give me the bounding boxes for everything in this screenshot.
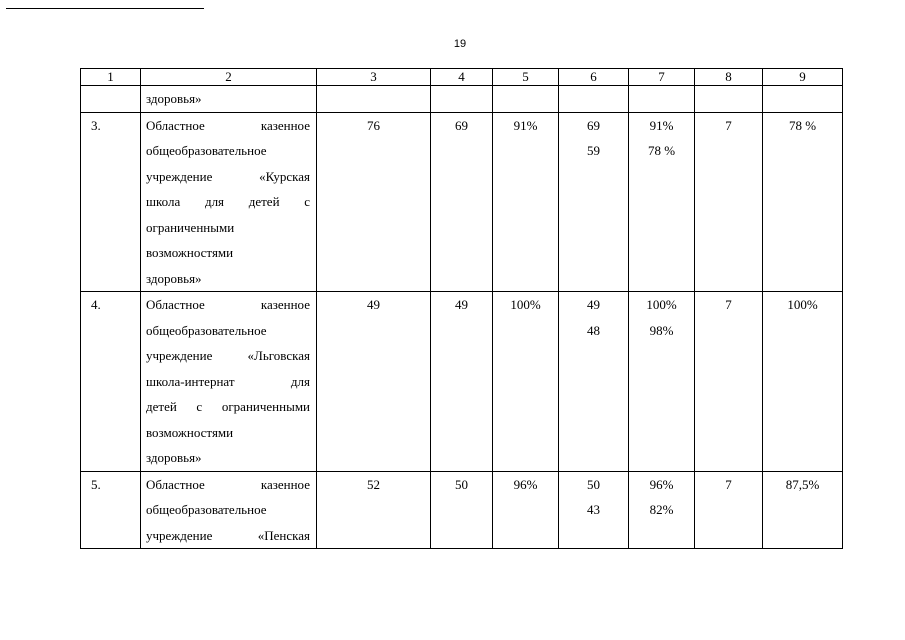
cell-value: 91% bbox=[649, 117, 674, 133]
cell-col-5: 91% bbox=[493, 112, 559, 292]
cell-col-3: 52 bbox=[317, 471, 431, 549]
name-line: общеобразовательное bbox=[146, 143, 267, 158]
column-number: 1 bbox=[81, 69, 141, 86]
cell-col-7 bbox=[629, 112, 695, 292]
cell-value: 69 bbox=[587, 117, 600, 133]
name-line: учреждение «Курская bbox=[146, 168, 310, 184]
name-line: возможностями bbox=[146, 245, 234, 260]
column-number: 2 bbox=[141, 69, 317, 86]
row-number: 4. bbox=[81, 292, 141, 472]
cell-value: 59 bbox=[587, 143, 600, 158]
cell-col-6 bbox=[559, 471, 629, 549]
cell-col-9: 100% bbox=[763, 292, 843, 472]
name-line: учреждение «Льговская bbox=[146, 348, 310, 363]
cell-col-3: 76 bbox=[317, 112, 431, 292]
cell-value: 82% bbox=[649, 502, 674, 517]
table-row bbox=[81, 471, 843, 549]
continuation-row bbox=[81, 86, 843, 113]
name-line: учреждение «Пенская bbox=[146, 527, 310, 543]
name-line: детей с ограниченными bbox=[146, 399, 310, 414]
name-line: Областное казенное bbox=[146, 476, 310, 492]
cell-col-9: 87,5% bbox=[763, 471, 843, 549]
page-number: 19 bbox=[453, 38, 467, 50]
data-table bbox=[80, 68, 843, 549]
cell-value: 49 bbox=[587, 297, 600, 312]
cell-col-6 bbox=[559, 112, 629, 292]
row-number: 5. bbox=[81, 471, 141, 549]
name-line: ограниченными bbox=[146, 219, 235, 235]
table-row bbox=[81, 292, 843, 472]
cell-col-8: 7 bbox=[695, 471, 763, 549]
header-rule bbox=[6, 8, 204, 9]
name-line: здоровья» bbox=[146, 91, 202, 106]
cell-col-4: 49 bbox=[431, 292, 493, 472]
column-number-row bbox=[81, 69, 843, 86]
name-line: школа для детей с bbox=[146, 194, 310, 209]
cell-value: 50 bbox=[587, 476, 600, 492]
column-number: 7 bbox=[629, 69, 695, 86]
column-number: 5 bbox=[493, 69, 559, 86]
cell-col-8: 7 bbox=[695, 112, 763, 292]
cell-value: 78 % bbox=[647, 143, 676, 158]
column-number: 3 bbox=[317, 69, 431, 86]
cell-value: 43 bbox=[587, 502, 600, 517]
institution-name bbox=[141, 471, 317, 549]
cell-col-4: 50 bbox=[431, 471, 493, 549]
cell-col-7 bbox=[629, 471, 695, 549]
institution-name bbox=[141, 86, 317, 113]
cell-value: 48 bbox=[587, 322, 600, 338]
cell-col-6 bbox=[559, 292, 629, 472]
name-line: общеобразовательное bbox=[146, 502, 267, 517]
table-row bbox=[81, 112, 843, 292]
row-number: 3. bbox=[81, 112, 141, 292]
cell-value: 96% bbox=[649, 476, 674, 492]
name-line: Областное казенное bbox=[146, 117, 310, 133]
cell-col-5: 96% bbox=[493, 471, 559, 549]
column-number: 6 bbox=[559, 69, 629, 86]
cell-col-5: 100% bbox=[493, 292, 559, 472]
name-line: Областное казенное bbox=[146, 297, 310, 312]
name-line: общеобразовательное bbox=[146, 322, 267, 338]
cell-col-4: 69 bbox=[431, 112, 493, 292]
cell-col-7 bbox=[629, 292, 695, 472]
institution-name bbox=[141, 112, 317, 292]
name-line: здоровья» bbox=[146, 270, 202, 286]
column-number: 9 bbox=[763, 69, 843, 86]
cell-value: 98% bbox=[649, 322, 674, 338]
column-number: 4 bbox=[431, 69, 493, 86]
column-number: 8 bbox=[695, 69, 763, 86]
cell-col-3: 49 bbox=[317, 292, 431, 472]
name-line: школа-интернат для bbox=[146, 373, 310, 389]
institution-name bbox=[141, 292, 317, 472]
cell-value: 100% bbox=[646, 297, 677, 312]
name-line: возможностями bbox=[146, 424, 234, 440]
cell-col-9: 78 % bbox=[763, 112, 843, 292]
name-line: здоровья» bbox=[146, 450, 202, 465]
cell-col-8: 7 bbox=[695, 292, 763, 472]
